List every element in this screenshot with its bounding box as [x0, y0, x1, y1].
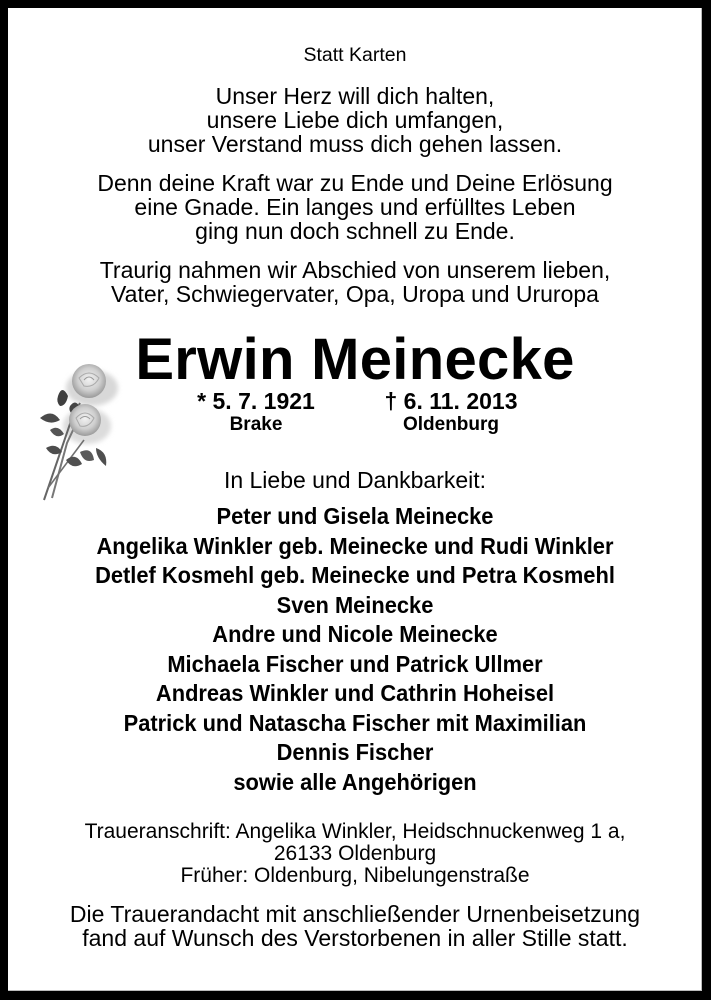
birth-date: * 5. 7. 1921: [197, 388, 315, 414]
poem-line: unsere Liebe dich umfangen,: [206, 107, 504, 133]
deceased-name: Erwin Meinecke: [135, 327, 575, 392]
paragraph-line: ging nun doch schnell zu Ende.: [195, 218, 515, 244]
address-line: Früher: Oldenburg, Nibelungenstraße: [180, 864, 530, 887]
mourner-line: Detlef Kosmehl geb. Meinecke und Petra Kosmehl: [95, 562, 615, 588]
mourner-line: Dennis Fischer: [276, 739, 434, 765]
mourner-line: Angelika Winkler geb. Meinecke und Rudi Winkler: [96, 533, 614, 559]
obituary-card: [8, 8, 702, 991]
closing-line: fand auf Wunsch des Verstorbenen in aller Stille statt.: [82, 925, 628, 951]
mourner-line: sowie alle Angehörigen: [233, 769, 477, 795]
statt-karten-heading: Statt Karten: [303, 44, 407, 66]
death-place: Oldenburg: [402, 414, 500, 435]
address-line: Traueranschrift: Angelika Winkler, Heidschnuckenweg 1 a,: [84, 820, 626, 843]
gratitude-heading: In Liebe und Dankbarkeit:: [223, 467, 487, 493]
mourner-line: Sven Meinecke: [276, 592, 434, 618]
death-date: † 6. 11. 2013: [384, 388, 518, 414]
farewell-line: Vater, Schwiegervater, Opa, Uropa und Ururopa: [111, 281, 599, 307]
mourner-line: Andre und Nicole Meinecke: [212, 621, 498, 647]
poem-line: Unser Herz will dich halten,: [215, 83, 495, 109]
mourner-line: Patrick und Natascha Fischer mit Maximilian: [123, 710, 587, 736]
paragraph-line: Denn deine Kraft war zu Ende und Deine Erlösung: [97, 170, 613, 196]
poem-line: unser Verstand muss dich gehen lassen.: [147, 131, 563, 157]
closing-line: Die Trauerandacht mit anschließender Urnenbeisetzung: [69, 901, 641, 927]
mourner-line: Peter und Gisela Meinecke: [216, 503, 494, 529]
birth-place: Brake: [229, 414, 283, 435]
mourner-line: Andreas Winkler und Cathrin Hoheisel: [155, 680, 555, 706]
farewell-line: Traurig nahmen wir Abschied von unserem lieben,: [99, 257, 611, 283]
address-line: 26133 Oldenburg: [273, 842, 437, 865]
paragraph-line: eine Gnade. Ein langes und erfülltes Leben: [134, 194, 576, 220]
mourner-line: Michaela Fischer und Patrick Ullmer: [167, 651, 543, 677]
